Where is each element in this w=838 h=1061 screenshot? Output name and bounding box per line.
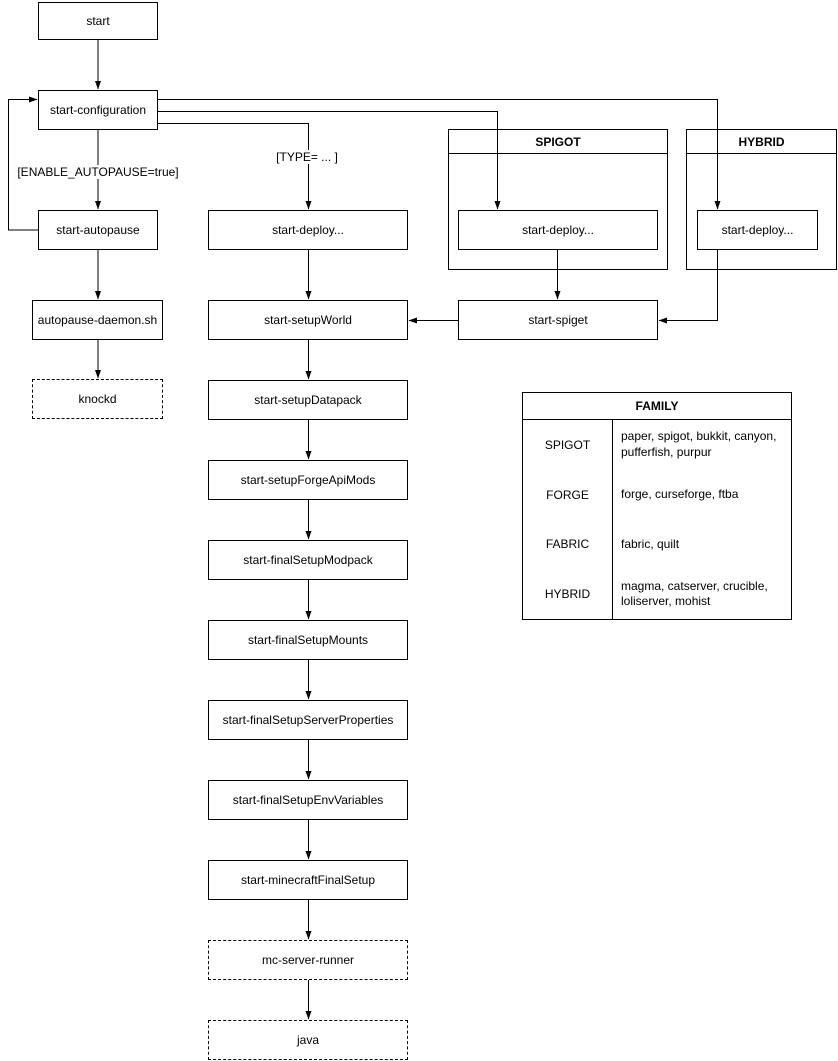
node-spigot-start-deploy: start-deploy... (458, 210, 658, 250)
node-start-setup-world: start-setupWorld (208, 300, 408, 340)
node-mc-server-runner: mc-server-runner (208, 940, 408, 980)
node-start-setup-forge-api-mods: start-setupForgeApiMods (208, 460, 408, 500)
group-hybrid-title: HYBRID (687, 130, 836, 154)
node-start-autopause: start-autopause (38, 210, 158, 250)
family-name-hybrid: HYBRID (523, 569, 613, 619)
family-table-title: FAMILY (523, 393, 791, 420)
family-row-spigot (523, 420, 791, 470)
node-start-deploy: start-deploy... (208, 210, 408, 250)
family-values-forge: forge, curseforge, ftba (621, 486, 739, 501)
node-start-final-setup-modpack: start-finalSetupModpack (208, 540, 408, 580)
group-spigot-title: SPIGOT (449, 130, 667, 154)
family-name-forge: FORGE (523, 470, 613, 520)
family-row-forge (523, 470, 791, 520)
family-table-body (523, 420, 791, 619)
family-row-fabric (523, 520, 791, 570)
family-values-fabric: fabric, quilt (621, 536, 680, 551)
node-knockd: knockd (32, 379, 163, 419)
node-java: java (208, 1020, 408, 1060)
family-name-fabric: FABRIC (523, 520, 613, 570)
node-autopause-daemon: autopause-daemon.sh (32, 300, 163, 340)
edge-label-type: [TYPE= ... ] (276, 150, 338, 164)
node-start-final-setup-env-variables: start-finalSetupEnvVariables (208, 780, 408, 820)
node-start-final-setup-mounts: start-finalSetupMounts (208, 620, 408, 660)
edge-label-enable-autopause: [ENABLE_AUTOPAUSE=true] (17, 165, 179, 179)
family-name-spigot: SPIGOT (523, 420, 613, 470)
family-values-spigot: paper, spigot, bukkit, canyon, pufferfish, purpur (621, 429, 777, 459)
node-start-setup-datapack: start-setupDatapack (208, 380, 408, 420)
node-start-final-setup-server-properties: start-finalSetupServerProperties (208, 700, 408, 740)
node-hybrid-start-deploy: start-deploy... (697, 210, 818, 250)
node-start-configuration: start-configuration (38, 90, 158, 130)
family-row-hybrid (523, 569, 791, 619)
node-start-minecraft-final-setup: start-minecraftFinalSetup (208, 860, 408, 900)
node-start: start (38, 2, 158, 40)
family-table (522, 392, 792, 620)
family-values-hybrid: magma, catserver, crucible, loliserver, mohist (621, 578, 768, 609)
node-start-spiget: start-spiget (458, 300, 658, 340)
